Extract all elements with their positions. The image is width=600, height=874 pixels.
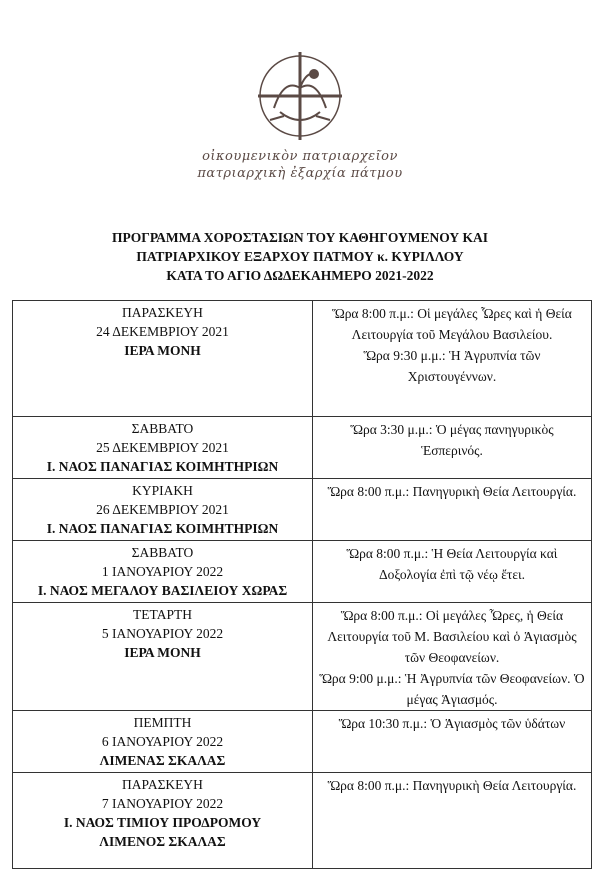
day-label: ΠΕΜΠΤΗ: [133, 715, 192, 730]
document-title: [0, 228, 600, 285]
table-row: [13, 541, 592, 603]
date-label: 6 ΙΑΝΟΥΑΡΙΟΥ 2022: [101, 734, 224, 749]
event-text: Ὥρα 8:00 π.μ.: Ἡ Θεία Λειτουργία καὶ Δοξολογία ἐπὶ τῷ νέῳ ἔτει.: [346, 546, 558, 582]
date-label: 5 ΙΑΝΟΥΑΡΙΟΥ 2022: [101, 626, 224, 641]
day-cell: [13, 541, 313, 603]
table-row: [13, 479, 592, 541]
location-label-2: ΛΙΜΕΝΟΣ ΣΚΑΛΑΣ: [99, 834, 226, 849]
logo-line-1: οἰκουμενικὸν πατριαρχεῖον: [202, 149, 398, 164]
location-label: Ι. ΝΑΟΣ ΠΑΝΑΓΙΑΣ ΚΟΙΜΗΤΗΡΙΩΝ: [46, 521, 279, 536]
events-cell: [313, 417, 592, 479]
day-label: ΣΑΒΒΑΤΟ: [131, 545, 194, 560]
event-text: Ὥρα 8:00 π.μ.: Πανηγυρικὴ Θεία Λειτουργία.: [327, 484, 577, 499]
location-label: ΙΕΡΑ ΜΟΝΗ: [124, 645, 201, 660]
events-cell: [313, 479, 592, 541]
date-label: 7 ΙΑΝΟΥΑΡΙΟΥ 2022: [101, 796, 224, 811]
schedule-table: [12, 300, 592, 869]
day-label: ΣΑΒΒΑΤΟ: [131, 421, 194, 436]
event-text: Ὥρα 9:30 μ.μ.: Ἡ Ἀγρυπνία τῶν Χριστουγέννων.: [363, 348, 541, 384]
events-cell: [313, 301, 592, 417]
event-text: Ὥρα 3:30 μ.μ.: Ὁ μέγας πανηγυρικὸς Ἑσπερινός.: [350, 422, 554, 458]
day-cell: [13, 711, 313, 773]
day-cell: [13, 479, 313, 541]
table-row: [13, 301, 592, 417]
date-label: 24 ΔΕΚΕΜΒΡΙΟΥ 2021: [96, 324, 229, 339]
day-cell: [13, 417, 313, 479]
day-label: ΠΑΡΑΣΚΕΥΗ: [122, 305, 203, 320]
date-label: 1 ΙΑΝΟΥΑΡΙΟΥ 2022: [101, 564, 224, 579]
day-label: ΤΕΤΑΡΤΗ: [133, 607, 192, 622]
date-label: 26 ΔΕΚΕΜΒΡΙΟΥ 2021: [96, 502, 229, 517]
location-label: Ι. ΝΑΟΣ ΠΑΝΑΓΙΑΣ ΚΟΙΜΗΤΗΡΙΩΝ: [46, 459, 279, 474]
title-line-3: ΚΑΤΑ ΤΟ ΑΓΙΟ ΔΩΔΕΚΑΗΜΕΡΟ 2021-2022: [166, 268, 434, 283]
title-line-1: ΠΡΟΓΡΑΜΜΑ ΧΟΡΟΣΤΑΣΙΩΝ ΤΟΥ ΚΑΘΗΓΟΥΜΕΝΟΥ ΚΑΙ: [111, 230, 489, 245]
day-cell: [13, 773, 313, 869]
title-line-2: ΠΑΤΡΙΑΡΧΙΚΟΥ ΕΞΑΡΧΟΥ ΠΑΤΜΟΥ κ. ΚΥΡΙΛΛΟΥ: [136, 249, 464, 264]
table-row: [13, 417, 592, 479]
day-label: ΠΑΡΑΣΚΕΥΗ: [122, 777, 203, 792]
event-text: Ὥρα 10:30 π.μ.: Ὁ Ἁγιασμὸς τῶν ὑδάτων: [338, 716, 566, 731]
event-text: Ὥρα 8:00 π.μ.: Πανηγυρικὴ Θεία Λειτουργία.: [327, 778, 577, 793]
location-label: ΙΕΡΑ ΜΟΝΗ: [124, 343, 201, 358]
events-cell: [313, 711, 592, 773]
table-row: [13, 773, 592, 869]
table-row: [13, 603, 592, 711]
event-text: Ὥρα 8:00 π.μ.: Οἱ μεγάλες Ὧρες καὶ ἡ Θεία Λειτουργία τοῦ Μεγάλου Βασιλείου.: [332, 306, 572, 342]
events-cell: [313, 603, 592, 711]
date-label: 25 ΔΕΚΕΜΒΡΙΟΥ 2021: [96, 440, 229, 455]
phoenix-emblem-icon: [240, 48, 360, 148]
day-label: ΚΥΡΙΑΚΗ: [132, 483, 193, 498]
day-cell: [13, 301, 313, 417]
event-text: Ὥρα 9:00 μ.μ.: Ἡ Ἀγρυπνία τῶν Θεοφανείων. Ὁ μέγας Ἁγιασμός.: [319, 671, 585, 707]
patriarchate-emblem: [180, 48, 420, 198]
events-cell: [313, 541, 592, 603]
events-cell: [313, 773, 592, 869]
location-label: ΛΙΜΕΝΑΣ ΣΚΑΛΑΣ: [99, 753, 226, 768]
logo-line-2: πατριαρχικὴ ἐξαρχία πάτμου: [197, 166, 403, 181]
table-row: [13, 711, 592, 773]
event-text: Ὥρα 8:00 π.μ.: Οἱ μεγάλες Ὧρες, ἡ Θεία Λειτουργία τοῦ Μ. Βασιλείου καὶ ὁ Ἁγιασμὸς τῶν Θεοφανείων.: [327, 608, 577, 665]
location-label: Ι. ΝΑΟΣ ΜΕΓΑΛΟΥ ΒΑΣΙΛΕΙΟΥ ΧΩΡΑΣ: [37, 583, 288, 598]
location-label: Ι. ΝΑΟΣ ΤΙΜΙΟΥ ΠΡΟΔΡΟΜΟΥ: [63, 815, 262, 830]
day-cell: [13, 603, 313, 711]
